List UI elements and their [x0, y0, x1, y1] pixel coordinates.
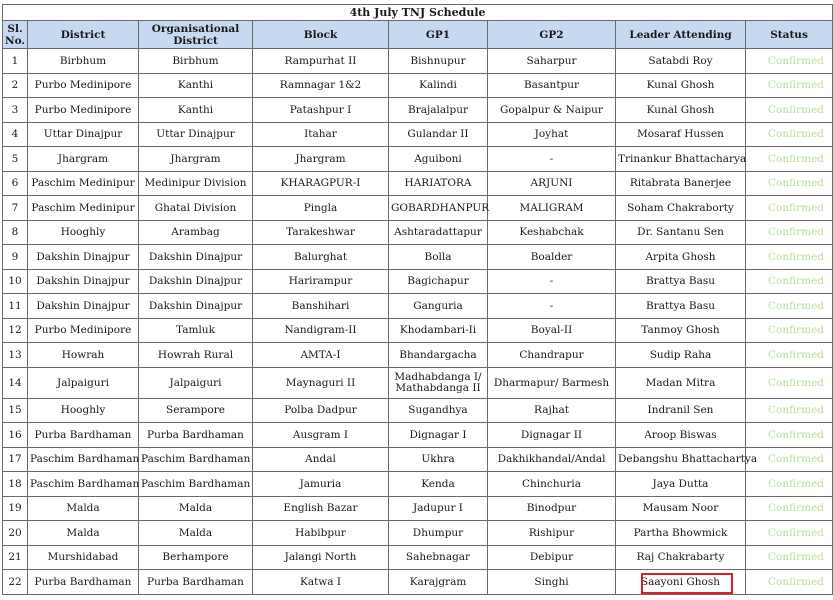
- cell-status: Confirmed: [746, 318, 833, 343]
- cell-gp1: Bagichapur: [389, 269, 488, 294]
- cell-slno: 18: [3, 472, 28, 497]
- table-row: [3, 147, 833, 172]
- cell-gp2: Chinchuria: [488, 472, 616, 497]
- table-row: [3, 196, 833, 221]
- cell-gp2: Gopalpur & Naipur: [488, 98, 616, 123]
- cell-org-district: Malda: [139, 496, 253, 521]
- cell-block: Jalangi North: [253, 545, 389, 570]
- cell-org-district: Purba Bardhaman: [139, 570, 253, 595]
- schedule-title: 4th July TNJ Schedule: [3, 5, 833, 21]
- cell-gp1: Madhabdanga I/ Mathabdanga II: [389, 367, 488, 398]
- col-header-slno: Sl. No.: [3, 21, 28, 49]
- cell-gp1: GOBARDHANPUR: [389, 196, 488, 221]
- cell-leader: Saayoni Ghosh: [616, 570, 746, 595]
- cell-block: Tarakeshwar: [253, 220, 389, 245]
- cell-status: Confirmed: [746, 367, 833, 398]
- cell-district: Murshidabad: [28, 545, 139, 570]
- cell-status: Confirmed: [746, 294, 833, 319]
- cell-block: Polba Dadpur: [253, 398, 389, 423]
- cell-gp1: HARIATORA: [389, 171, 488, 196]
- cell-leader: Arpita Ghosh: [616, 245, 746, 270]
- cell-leader: Aroop Biswas: [616, 423, 746, 448]
- table-row: [3, 343, 833, 368]
- col-header-org-district: Organisational District: [139, 21, 253, 49]
- cell-slno: 8: [3, 220, 28, 245]
- cell-district: Purbo Medinipore: [28, 73, 139, 98]
- cell-gp2: MALIGRAM: [488, 196, 616, 221]
- cell-slno: 17: [3, 447, 28, 472]
- cell-gp2: ARJUNI: [488, 171, 616, 196]
- table-row: [3, 245, 833, 270]
- cell-district: Purba Bardhaman: [28, 423, 139, 448]
- cell-block: Itahar: [253, 122, 389, 147]
- cell-gp2: Dignagar II: [488, 423, 616, 448]
- cell-status: Confirmed: [746, 570, 833, 595]
- cell-org-district: Purba Bardhaman: [139, 423, 253, 448]
- cell-status: Confirmed: [746, 545, 833, 570]
- table-row: [3, 545, 833, 570]
- cell-status: Confirmed: [746, 196, 833, 221]
- cell-gp2: -: [488, 269, 616, 294]
- table-row: [3, 49, 833, 74]
- table-row: [3, 447, 833, 472]
- cell-status: Confirmed: [746, 122, 833, 147]
- cell-district: Paschim Medinipur: [28, 171, 139, 196]
- cell-status: Confirmed: [746, 73, 833, 98]
- cell-district: Jhargram: [28, 147, 139, 172]
- table-row: [3, 521, 833, 546]
- cell-leader: Ritabrata Banerjee: [616, 171, 746, 196]
- cell-org-district: Dakshin Dinajpur: [139, 269, 253, 294]
- cell-org-district: Kanthi: [139, 98, 253, 123]
- cell-block: KHARAGPUR-I: [253, 171, 389, 196]
- table-row: [3, 98, 833, 123]
- cell-leader: Satabdi Roy: [616, 49, 746, 74]
- cell-gp2: Rishipur: [488, 521, 616, 546]
- cell-org-district: Tamluk: [139, 318, 253, 343]
- table-row: [3, 318, 833, 343]
- cell-gp1: Khodambari-Ii: [389, 318, 488, 343]
- col-header-gp1: GP1: [389, 21, 488, 49]
- cell-district: Howrah: [28, 343, 139, 368]
- cell-leader: Kunal Ghosh: [616, 98, 746, 123]
- cell-block: Patashpur I: [253, 98, 389, 123]
- cell-leader: Sudip Raha: [616, 343, 746, 368]
- cell-gp1: Bishnupur: [389, 49, 488, 74]
- cell-district: Malda: [28, 521, 139, 546]
- cell-gp1: Aguiboni: [389, 147, 488, 172]
- cell-block: English Bazar: [253, 496, 389, 521]
- cell-org-district: Arambag: [139, 220, 253, 245]
- cell-gp2: Basantpur: [488, 73, 616, 98]
- cell-gp2: Saharpur: [488, 49, 616, 74]
- cell-leader: Partha Bhowmick: [616, 521, 746, 546]
- cell-block: Jhargram: [253, 147, 389, 172]
- cell-block: Ramnagar 1&2: [253, 73, 389, 98]
- cell-gp1: Kenda: [389, 472, 488, 497]
- cell-block: Banshihari: [253, 294, 389, 319]
- cell-status: Confirmed: [746, 220, 833, 245]
- cell-block: AMTA-I: [253, 343, 389, 368]
- cell-district: Uttar Dinajpur: [28, 122, 139, 147]
- cell-gp2: Dharmapur/ Barmesh: [488, 367, 616, 398]
- schedule-rows: [3, 49, 833, 595]
- cell-gp1: Ganguria: [389, 294, 488, 319]
- cell-slno: 21: [3, 545, 28, 570]
- cell-slno: 13: [3, 343, 28, 368]
- cell-gp2: Dakhikhandal/Andal: [488, 447, 616, 472]
- cell-block: Andal: [253, 447, 389, 472]
- table-row: [3, 367, 833, 398]
- table-row: [3, 398, 833, 423]
- cell-org-district: Paschim Bardhaman: [139, 472, 253, 497]
- cell-leader: Mosaraf Hussen: [616, 122, 746, 147]
- title-row: [3, 5, 833, 21]
- cell-status: Confirmed: [746, 98, 833, 123]
- col-header-leader: Leader Attending: [616, 21, 746, 49]
- cell-slno: 9: [3, 245, 28, 270]
- header-row: [3, 21, 833, 49]
- cell-gp1: Kalindi: [389, 73, 488, 98]
- cell-org-district: Dakshin Dinajpur: [139, 245, 253, 270]
- cell-block: Maynaguri II: [253, 367, 389, 398]
- cell-leader: Kunal Ghosh: [616, 73, 746, 98]
- cell-gp2: Chandrapur: [488, 343, 616, 368]
- cell-status: Confirmed: [746, 398, 833, 423]
- cell-leader: Dr. Santanu Sen: [616, 220, 746, 245]
- cell-district: Paschim Bardhaman: [28, 472, 139, 497]
- cell-district: Paschim Bardhaman: [28, 447, 139, 472]
- cell-gp2: Boalder: [488, 245, 616, 270]
- cell-status: Confirmed: [746, 472, 833, 497]
- cell-org-district: Medinipur Division: [139, 171, 253, 196]
- cell-leader: Jaya Dutta: [616, 472, 746, 497]
- table-row: [3, 220, 833, 245]
- cell-org-district: Dakshin Dinajpur: [139, 294, 253, 319]
- cell-block: Katwa I: [253, 570, 389, 595]
- cell-org-district: Howrah Rural: [139, 343, 253, 368]
- cell-gp2: Joyhat: [488, 122, 616, 147]
- cell-gp1: Sahebnagar: [389, 545, 488, 570]
- cell-gp2: Boyal-II: [488, 318, 616, 343]
- cell-slno: 5: [3, 147, 28, 172]
- cell-gp1: Dignagar I: [389, 423, 488, 448]
- cell-block: Ausgram I: [253, 423, 389, 448]
- cell-leader: Madan Mitra: [616, 367, 746, 398]
- cell-leader: Brattya Basu: [616, 269, 746, 294]
- cell-district: Dakshin Dinajpur: [28, 294, 139, 319]
- cell-gp2: Keshabchak: [488, 220, 616, 245]
- cell-org-district: Jhargram: [139, 147, 253, 172]
- cell-status: Confirmed: [746, 423, 833, 448]
- cell-org-district: Jalpaiguri: [139, 367, 253, 398]
- cell-status: Confirmed: [746, 496, 833, 521]
- cell-slno: 1: [3, 49, 28, 74]
- cell-status: Confirmed: [746, 49, 833, 74]
- cell-block: Nandigram-II: [253, 318, 389, 343]
- cell-slno: 14: [3, 367, 28, 398]
- table-row: [3, 472, 833, 497]
- table-row: [3, 269, 833, 294]
- cell-status: Confirmed: [746, 245, 833, 270]
- cell-gp1: Sugandhya: [389, 398, 488, 423]
- cell-slno: 4: [3, 122, 28, 147]
- table-row: [3, 122, 833, 147]
- cell-district: Purbo Medinipore: [28, 98, 139, 123]
- cell-slno: 16: [3, 423, 28, 448]
- cell-block: Pingla: [253, 196, 389, 221]
- cell-district: Hooghly: [28, 220, 139, 245]
- cell-org-district: Uttar Dinajpur: [139, 122, 253, 147]
- cell-slno: 20: [3, 521, 28, 546]
- cell-org-district: Birbhum: [139, 49, 253, 74]
- table-row: [3, 570, 833, 595]
- cell-gp2: -: [488, 147, 616, 172]
- cell-status: Confirmed: [746, 147, 833, 172]
- col-header-status: Status: [746, 21, 833, 49]
- cell-gp1: Bhandargacha: [389, 343, 488, 368]
- table-row: [3, 423, 833, 448]
- cell-gp2: Debipur: [488, 545, 616, 570]
- cell-district: Birbhum: [28, 49, 139, 74]
- table-row: [3, 294, 833, 319]
- table-row: [3, 73, 833, 98]
- cell-slno: 15: [3, 398, 28, 423]
- cell-leader: Trinankur Bhattacharya: [616, 147, 746, 172]
- cell-status: Confirmed: [746, 521, 833, 546]
- cell-district: Dakshin Dinajpur: [28, 269, 139, 294]
- cell-block: Habibpur: [253, 521, 389, 546]
- table-row: [3, 496, 833, 521]
- cell-org-district: Malda: [139, 521, 253, 546]
- cell-gp2: Rajhat: [488, 398, 616, 423]
- cell-slno: 10: [3, 269, 28, 294]
- cell-org-district: Kanthi: [139, 73, 253, 98]
- cell-block: Balurghat: [253, 245, 389, 270]
- cell-gp1: Ukhra: [389, 447, 488, 472]
- cell-slno: 7: [3, 196, 28, 221]
- cell-slno: 6: [3, 171, 28, 196]
- cell-org-district: Berhampore: [139, 545, 253, 570]
- table-row: [3, 171, 833, 196]
- cell-district: Hooghly: [28, 398, 139, 423]
- cell-leader: Brattya Basu: [616, 294, 746, 319]
- cell-org-district: Serampore: [139, 398, 253, 423]
- cell-leader: Mausam Noor: [616, 496, 746, 521]
- cell-gp2: Binodpur: [488, 496, 616, 521]
- cell-gp2: Singhi: [488, 570, 616, 595]
- cell-gp1: Karajgram: [389, 570, 488, 595]
- cell-slno: 3: [3, 98, 28, 123]
- cell-gp1: Jadupur I: [389, 496, 488, 521]
- cell-gp1: Brajalalpur: [389, 98, 488, 123]
- cell-district: Purba Bardhaman: [28, 570, 139, 595]
- cell-status: Confirmed: [746, 447, 833, 472]
- cell-gp1: Ashtaradattapur: [389, 220, 488, 245]
- cell-block: Harirampur: [253, 269, 389, 294]
- cell-status: Confirmed: [746, 269, 833, 294]
- cell-slno: 2: [3, 73, 28, 98]
- cell-slno: 19: [3, 496, 28, 521]
- cell-leader: Tanmoy Ghosh: [616, 318, 746, 343]
- cell-status: Confirmed: [746, 171, 833, 196]
- cell-slno: 22: [3, 570, 28, 595]
- col-header-gp2: GP2: [488, 21, 616, 49]
- cell-block: Rampurhat II: [253, 49, 389, 74]
- cell-gp1: Dhumpur: [389, 521, 488, 546]
- col-header-district: District: [28, 21, 139, 49]
- cell-org-district: Paschim Bardhaman: [139, 447, 253, 472]
- cell-district: Malda: [28, 496, 139, 521]
- cell-leader: Raj Chakrabarty: [616, 545, 746, 570]
- schedule-table: [2, 4, 833, 595]
- cell-district: Jalpaiguri: [28, 367, 139, 398]
- cell-gp1: Gulandar II: [389, 122, 488, 147]
- cell-slno: 12: [3, 318, 28, 343]
- cell-leader: Indranil Sen: [616, 398, 746, 423]
- cell-slno: 11: [3, 294, 28, 319]
- cell-district: Purbo Medinipore: [28, 318, 139, 343]
- cell-district: Dakshin Dinajpur: [28, 245, 139, 270]
- cell-district: Paschim Medinipur: [28, 196, 139, 221]
- cell-block: Jamuria: [253, 472, 389, 497]
- cell-gp1: Bolla: [389, 245, 488, 270]
- cell-org-district: Ghatal Division: [139, 196, 253, 221]
- cell-leader: Debangshu Bhattachartya: [616, 447, 746, 472]
- cell-leader: Soham Chakraborty: [616, 196, 746, 221]
- cell-status: Confirmed: [746, 343, 833, 368]
- col-header-block: Block: [253, 21, 389, 49]
- cell-gp2: -: [488, 294, 616, 319]
